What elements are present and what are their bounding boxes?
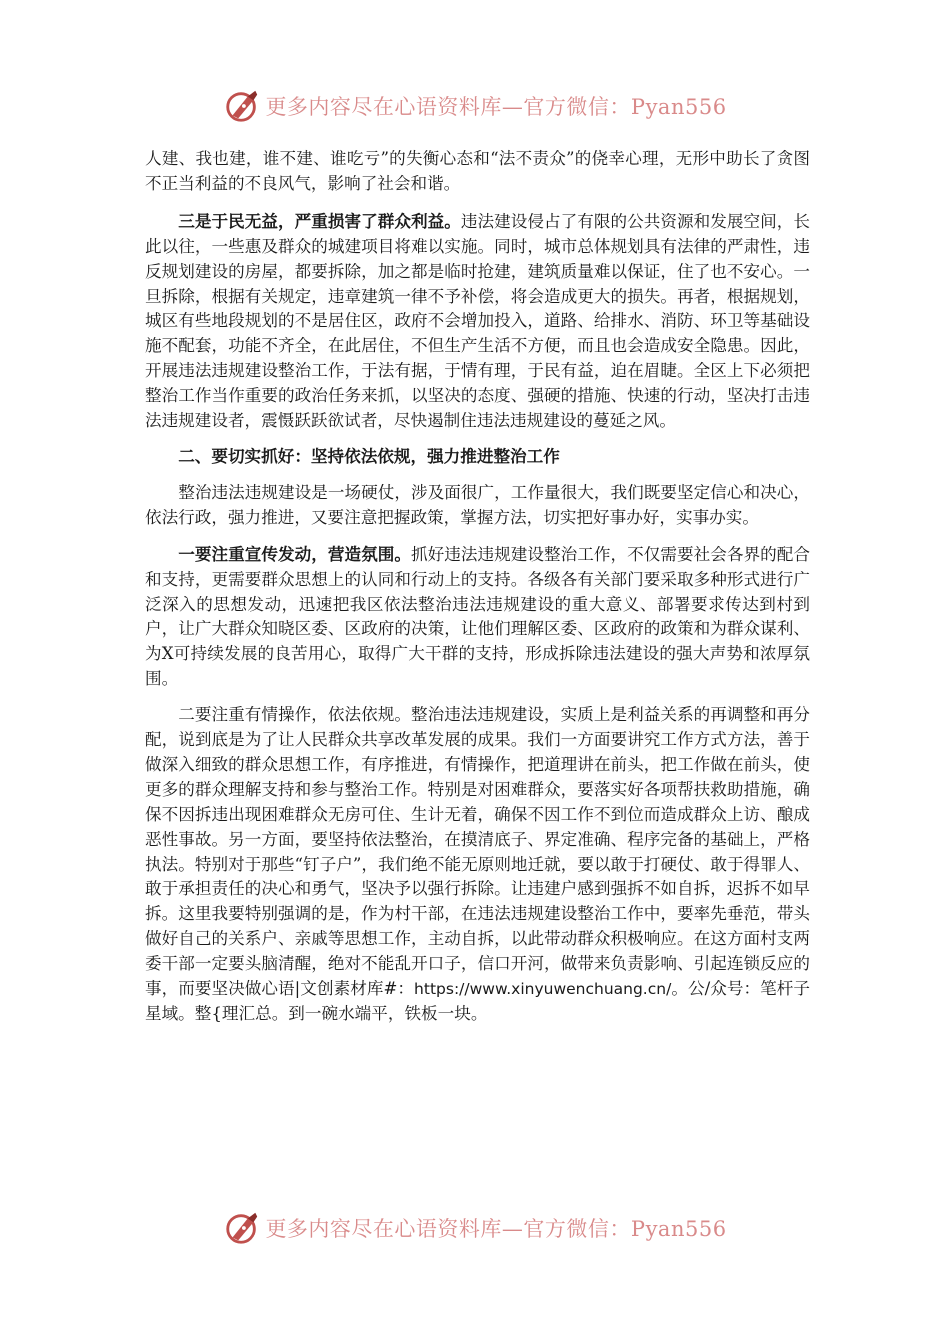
paragraph: 人建、我也建，谁不建、谁吃亏”的失衡心态和“法不责众”的侥幸心理，无形中助长了贪图不正当利益的不良风气，影响了社会和谐。 xyxy=(145,149,810,193)
paragraph-body: 抓好违法违规建设整治工作，不仅需要社会各界的配合和支持，更需要群众思想上的认同和行动上的支持。各级各有关部门要采取多种形式进行广泛深入的思想发动，迅速把我区依法整治违法违规建设的重大意义、部署要求传达到村到户，让广大群众知晓区委、区政府的决策，让他们理解区委、区政府的政策和为群众谋利、为X可持续发展的良苦用心，取得广大干群的支持，形成拆除违法建设的强大声势和浓厚氛围。 xyxy=(145,544,811,689)
section-heading: 二、要切实抓好：坚持依法依规，强力推进整治工作 xyxy=(178,446,560,466)
paragraph: 整治违法违规建设是一场硬仗，涉及面很广，工作量很大，我们既要坚定信心和决心，依法行政，强力推进，又要注意把握政策，掌握方法，切实把好事办好，实事办实。 xyxy=(145,482,810,527)
paragraph-lead: 三是于民无益，严重损害了群众利益。 xyxy=(178,210,461,231)
watermark-text: 更多内容尽在心语资料库—官方微信：Pyan556 xyxy=(265,1217,727,1241)
paragraph-body: 二要注重有情操作，依法依规。整治违法违规建设，实质上是利益关系的再调整和再分配，说到底是为了让人民群众共享改革发展的成果。我们一方面要讲究工作方式方法，善于做深入细致的群众思想工作，有序推进，有情操作，把道理讲在前头，把工作做在前头，使更多的群众理解支持和参与整治工作。特别是对困难群众，要落实好各项帮扶救助措施，确保不因拆违出现困难群众无房可住、生计无着，确保不因工作不到位而造成群众上访、酿成恶性事故。另一方面，要坚持依法整治，在摸清底子、界定准确、程序完备的基础上，严格执法。特别对于那些“钉子户”，我们绝不能无原则地迁就，要以敢于打硬仗、敢于得罪人、敢于承担责任的决心和勇气，坚决予以强行拆除。让违建户感到强拆不如自拆，迟拆不如早拆。这里我要特别强调的是，作为村干部，在违法违规建设整治工作中，要率先垂范，带头做好自己的关系户、亲戚等思想工作，主动自拆，以此带动群众积极响应。在这方面村支两委干部一定要头脑清醒，绝对不能乱开口子，信口开河，做带来负责影响、引起连锁反应的事，而要坚决做心语|文创素材库#： xyxy=(145,705,810,999)
paragraph xyxy=(145,542,810,692)
document-body xyxy=(145,147,810,1038)
watermark-banner-bottom xyxy=(0,1208,950,1248)
paragraph xyxy=(145,703,810,1027)
paragraph xyxy=(145,209,810,434)
paragraph-lead: 一要注重宣传发动，营造氛围。 xyxy=(178,543,411,564)
paragraph-tail: 。公/众号：笔杆子星域。整{理汇总。到一碗水端平，铁板一块。 xyxy=(145,979,810,1023)
watermark-text: 更多内容尽在心语资料库—官方微信：Pyan556 xyxy=(265,95,727,119)
paragraph-body: 违法建设侵占了有限的公共资源和发展空间，长此以往，一些惠及群众的城建项目将难以实施。同时，城市总体规划具有法律的严肃性，违反规划建设的房屋，都要拆除，加之都是临时抢建，建筑质量难以保证，住了也不安心。一旦拆除，根据有关规定，违章建筑一律不予补偿，将会造成更大的损失。再者，根据规划，城区有些地段规划的不是居住区，政府不会增加投入，道路、给排水、消防、环卫等基础设施不配套，功能不齐全，在此居住，不但生产生活不方便，而且也会造成安全隐患。因此，开展违法违规建设整治工作，于法有据，于情有理，于民有益，迫在眉睫。全区上下必须把整治工作当作重要的政治任务来抓，以坚决的态度、强硬的措施、快速的行动，坚决打击违法违规建设者，震慑跃跃欲试者，尽快遏制住违法违规建设的蔓延之风。 xyxy=(145,211,811,431)
watermark-banner-top xyxy=(0,86,950,126)
pen-nib-logo-icon xyxy=(223,87,261,125)
url-text: https://www.xinyuwenchuang.cn/ xyxy=(414,980,672,999)
pen-nib-logo-icon xyxy=(223,1209,261,1247)
